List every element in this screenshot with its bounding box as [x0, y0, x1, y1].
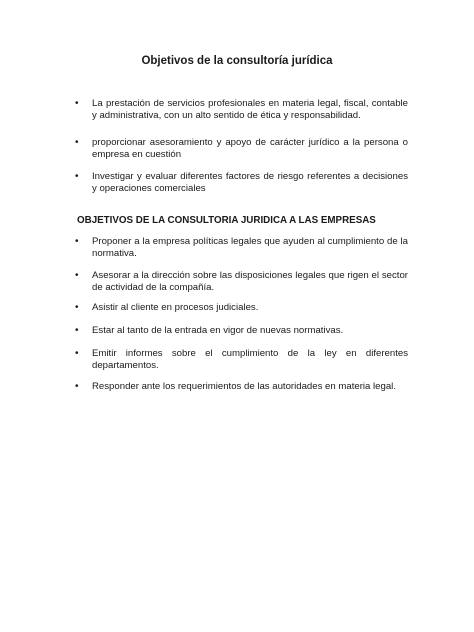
list-item-text: La prestación de servicios profesionales en materia legal, fiscal, contable y administrativa, con un alto sentido de ética y responsabilidad. — [92, 98, 408, 121]
list-item-text: Asistir al cliente en procesos judiciales. — [92, 302, 259, 313]
bullet-icon: • — [75, 137, 79, 148]
bullet-icon: • — [75, 270, 79, 281]
list-item-text: Proponer a la empresa políticas legales que ayuden al cumplimiento de la normativa. — [92, 236, 408, 259]
list-item-text: Estar al tanto de la entrada en vigor de nuevas normativas. — [92, 325, 344, 336]
bullet-icon: • — [75, 236, 79, 247]
list-item-text: proporcionar asesoramiento y apoyo de carácter jurídico a la persona o empresa en cuestión — [92, 137, 408, 160]
list-item-text: Asesorar a la dirección sobre las disposiciones legales que rigen el sector de actividad de la compañía. — [92, 270, 408, 293]
bullet-icon: • — [75, 98, 79, 109]
list-item-text: Emitir informes sobre el cumplimiento de la ley en diferentes departamentos. — [92, 348, 408, 371]
list-item-text: Investigar y evaluar diferentes factores de riesgo referentes a decisiones y operaciones comerciales — [92, 171, 408, 194]
document-title: Objetivos de la consultoría jurídica — [141, 55, 333, 67]
bullet-icon: • — [75, 171, 79, 182]
bullet-icon: • — [75, 348, 79, 359]
bullet-icon: • — [75, 325, 79, 336]
bullet-icon: • — [75, 381, 79, 392]
list-item-text: Responder ante los requerimientos de las autoridades en materia legal. — [92, 381, 396, 392]
section-heading: OBJETIVOS DE LA CONSULTORIA JURIDICA A LAS EMPRESAS — [77, 215, 376, 226]
bullet-icon: • — [75, 302, 79, 313]
